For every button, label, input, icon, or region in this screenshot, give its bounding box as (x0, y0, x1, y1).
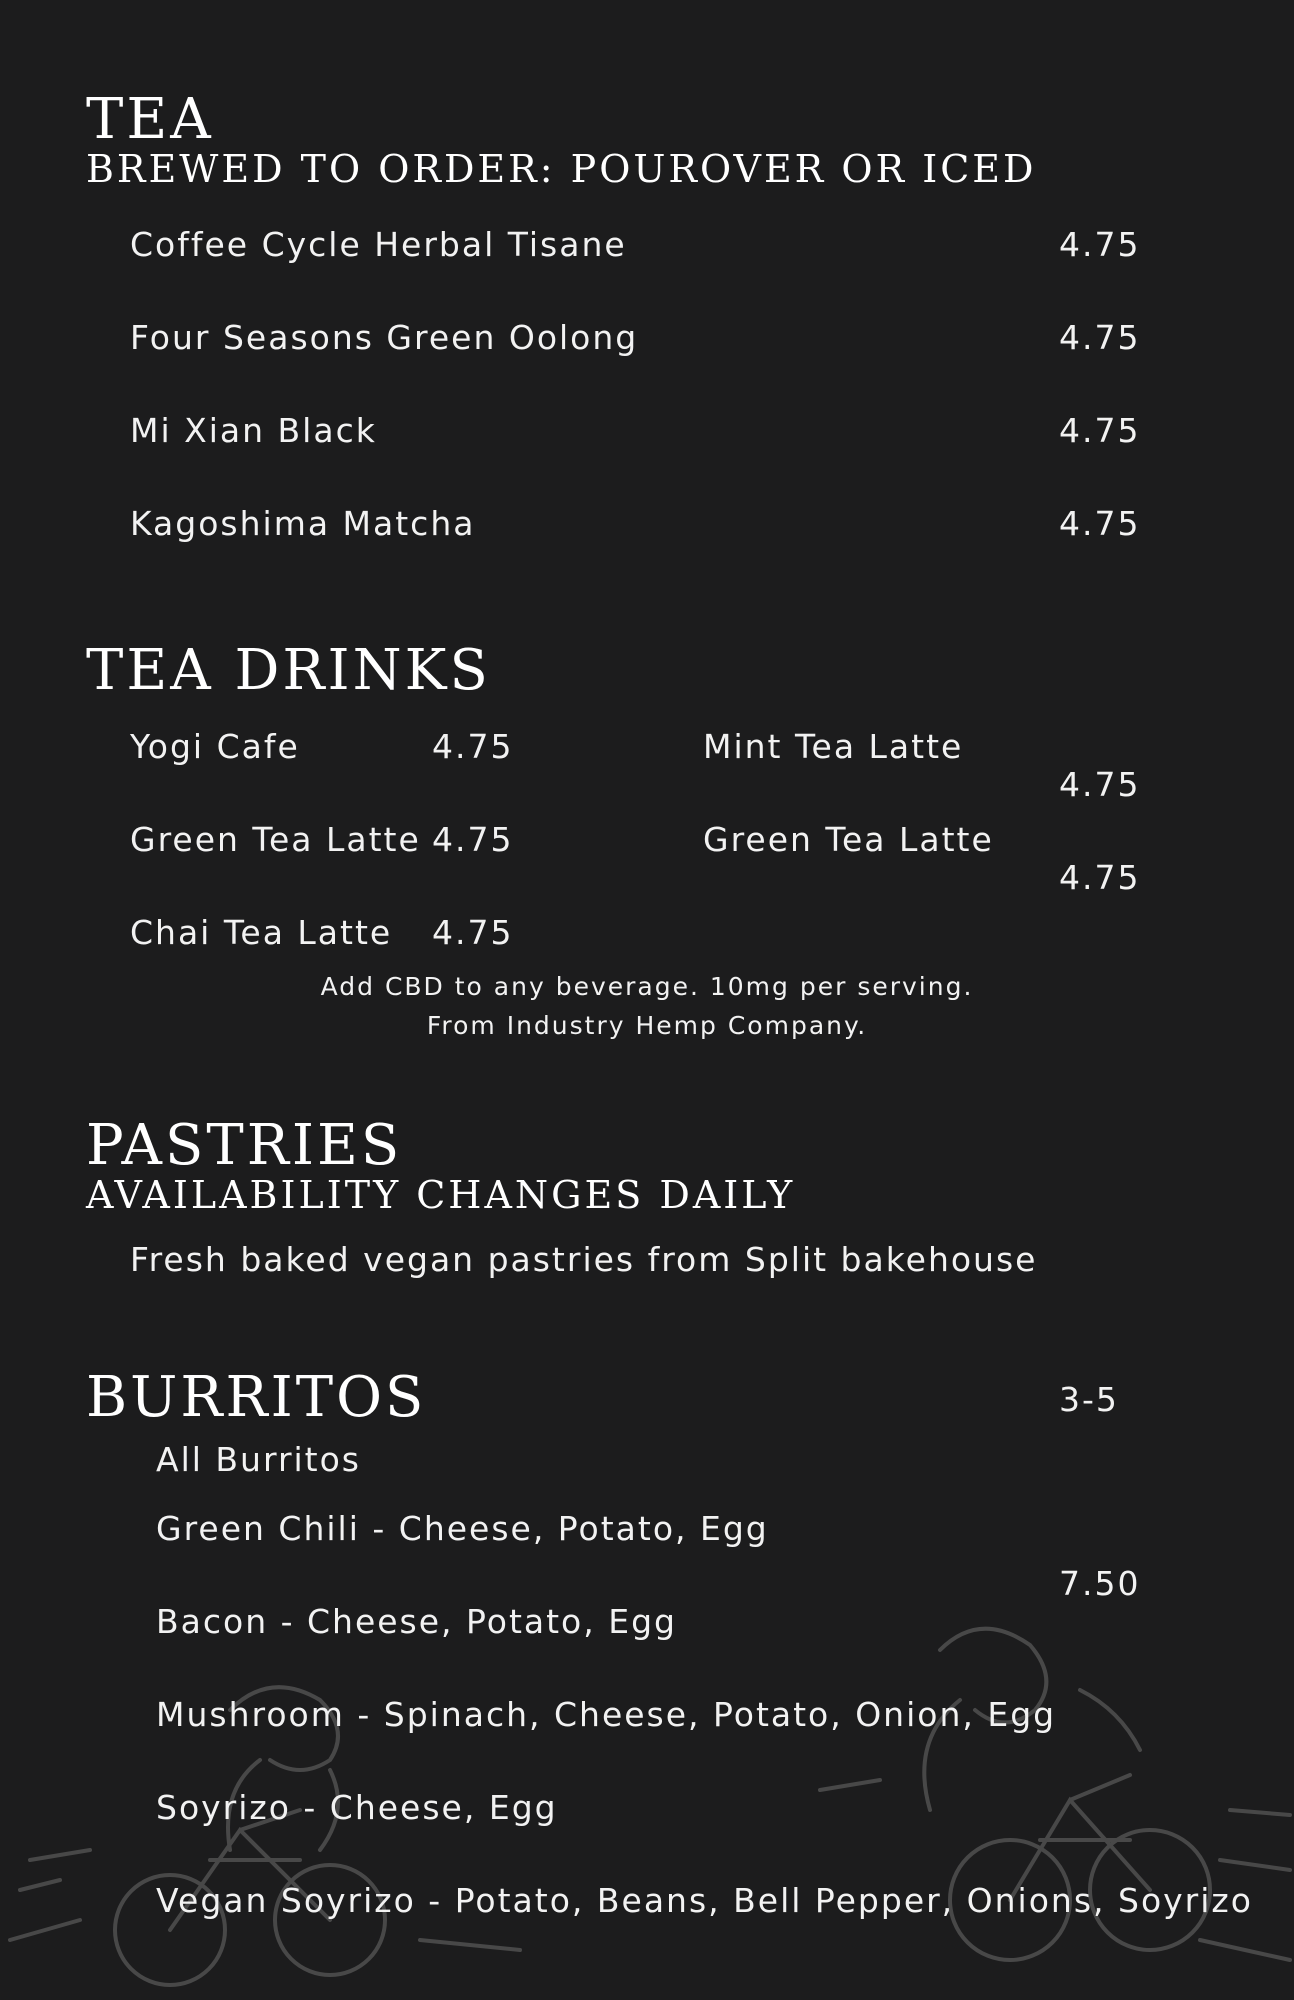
burrito-item: Mushroom - Spinach, Cheese, Potato, Onion, Egg (156, 1695, 1057, 1734)
tea-drink-price: 4.75 (432, 913, 514, 952)
tea-drink-name: Green Tea Latte (130, 820, 421, 859)
tea-subtitle: BREWED TO ORDER: POUROVER OR ICED (86, 147, 1037, 191)
tea-drink-name: Yogi Cafe (130, 727, 300, 766)
tea-drink-price: 4.75 (1059, 765, 1141, 804)
tea-drink-price: 4.75 (1059, 858, 1141, 897)
tea-item-name: Four Seasons Green Oolong (130, 318, 639, 357)
tea-drink-name: Green Tea Latte (703, 820, 994, 859)
tea-item-name: Mi Xian Black (130, 411, 377, 450)
burritos-title: BURRITOS (86, 1365, 427, 1430)
burrito-item: Bacon - Cheese, Potato, Egg (156, 1602, 677, 1641)
tea-drink-name: Mint Tea Latte (703, 727, 964, 766)
tea-drink-name: Chai Tea Latte (130, 913, 393, 952)
pastries-subtitle: AVAILABILITY CHANGES DAILY (86, 1173, 796, 1217)
pastries-description: Fresh baked vegan pastries from Split bakehouse (130, 1240, 1038, 1279)
burrito-item: Green Chili - Cheese, Potato, Egg (156, 1509, 769, 1548)
tea-title: TEA (86, 87, 214, 152)
pastries-title: PASTRIES (86, 1113, 403, 1178)
burrito-item: Soyrizo - Cheese, Egg (156, 1788, 558, 1827)
burritos-hours: 3-5 (1059, 1380, 1119, 1419)
tea-item-price: 4.75 (1059, 318, 1141, 357)
tea-drinks-title: TEA DRINKS (86, 638, 491, 703)
burrito-item: Vegan Soyrizo - Potato, Beans, Bell Pepper, Onions, Soyrizo (156, 1881, 1253, 1920)
burritos-price: 7.50 (1059, 1564, 1141, 1603)
tea-item-price: 4.75 (1059, 504, 1141, 543)
tea-item-price: 4.75 (1059, 411, 1141, 450)
tea-item-price: 4.75 (1059, 225, 1141, 264)
tea-item-name: Kagoshima Matcha (130, 504, 476, 543)
tea-drink-price: 4.75 (432, 820, 514, 859)
cbd-note-line1: Add CBD to any beverage. 10mg per serving. (320, 972, 974, 1001)
burritos-all-label: All Burritos (156, 1440, 362, 1479)
tea-drink-price: 4.75 (432, 727, 514, 766)
tea-item-name: Coffee Cycle Herbal Tisane (130, 225, 627, 264)
cbd-note-line2: From Industry Hemp Company. (426, 1011, 868, 1040)
